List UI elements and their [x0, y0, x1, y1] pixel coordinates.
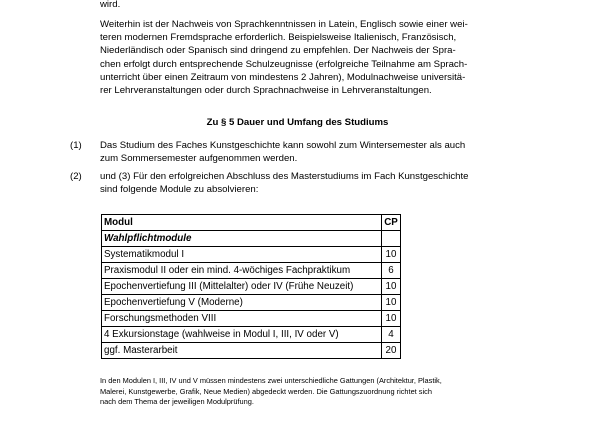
footnote: [100, 376, 520, 408]
table-row: [102, 327, 401, 343]
item-number: (1): [70, 140, 82, 151]
item-text-line: zum Sommersemester aufgenommen werden.: [100, 153, 298, 164]
table-row: [102, 263, 401, 279]
paragraph-line: chen erfolgt durch entsprechende Schulzeugnisse (erfolgreiche Teilnahme am Sprach-: [100, 58, 468, 70]
item-text-line: und (3) Für den erfolgreichen Abschluss des Masterstudiums im Fach Kunstgeschichte: [100, 171, 469, 182]
cp-cell: 20: [382, 343, 401, 359]
item-text-line: sind folgende Module zu absolvieren:: [100, 184, 259, 195]
table-row: [102, 343, 401, 359]
module-name-cell: Systematikmodul I: [102, 247, 382, 263]
module-name-cell: Epochenvertiefung V (Moderne): [102, 295, 382, 311]
header-cp: CP: [382, 215, 401, 231]
module-table: [101, 214, 401, 359]
module-name-cell: Praxismodul II oder ein mind. 4-wöchiges Fachpraktikum: [102, 263, 382, 279]
header-module: Modul: [102, 215, 382, 231]
table-header-row: [102, 215, 401, 231]
table-group-row: [102, 231, 401, 247]
cp-cell: 4: [382, 327, 401, 343]
footnote-line: Malerei, Kunstgewerbe, Grafik, Neue Medien) abgedeckt werden. Die Gattungszuordnung richtet sich: [100, 386, 432, 396]
table-row: [102, 279, 401, 295]
item-text-line: Das Studium des Faches Kunstgeschichte kann sowohl zum Wintersemester als auch: [100, 140, 466, 151]
cp-cell: 10: [382, 311, 401, 327]
group-cp-empty: [382, 231, 401, 247]
cp-cell: 10: [382, 295, 401, 311]
top-line: wird.: [100, 0, 121, 10]
cp-cell: 10: [382, 279, 401, 295]
footnote-line: In den Modulen I, III, IV und V müssen mindestens zwei unterschiedliche Gattungen (Architektur, Plastik,: [100, 376, 442, 385]
cp-cell: 10: [382, 247, 401, 263]
item-number: (2): [70, 171, 82, 182]
module-name-cell: Epochenvertiefung III (Mittelalter) oder IV (Frühe Neuzeit): [102, 279, 382, 295]
paragraph-line: unterricht über einen Zeitraum von mindestens 2 Jahren), Modulnachweise universitä-: [100, 71, 466, 83]
module-name-cell: 4 Exkursionstage (wahlweise in Modul I, III, IV oder V): [102, 327, 382, 343]
paragraph-line: teren modernen Fremdsprache erforderlich. Beispielsweise Italienisch, Französisch,: [100, 32, 457, 44]
module-name-cell: Forschungsmethoden VIII: [102, 311, 382, 327]
cp-cell: 6: [382, 263, 401, 279]
language-requirements-paragraph: [100, 18, 500, 97]
section-heading: Zu § 5 Dauer und Umfang des Studiums: [206, 117, 389, 128]
table-row: [102, 295, 401, 311]
paragraph-line: Weiterhin ist der Nachweis von Sprachkenntnissen in Latein, Englisch sowie einer wei-: [100, 19, 468, 30]
paragraph-line: Niederländisch oder Spanisch sind dringend zu empfehlen. Der Nachweis der Spra-: [100, 45, 456, 57]
group-label: Wahlpflichtmodule: [102, 231, 382, 247]
table-row: [102, 311, 401, 327]
footnote-line: nach dem Thema der jeweiligen Modulprüfung.: [100, 397, 254, 407]
table-row: [102, 247, 401, 263]
paragraph-line: rer Lehrveranstaltungen oder durch Sprachnachweise in Lehrveranstaltungen.: [100, 85, 432, 97]
module-name-cell: ggf. Masterarbeit: [102, 343, 382, 359]
